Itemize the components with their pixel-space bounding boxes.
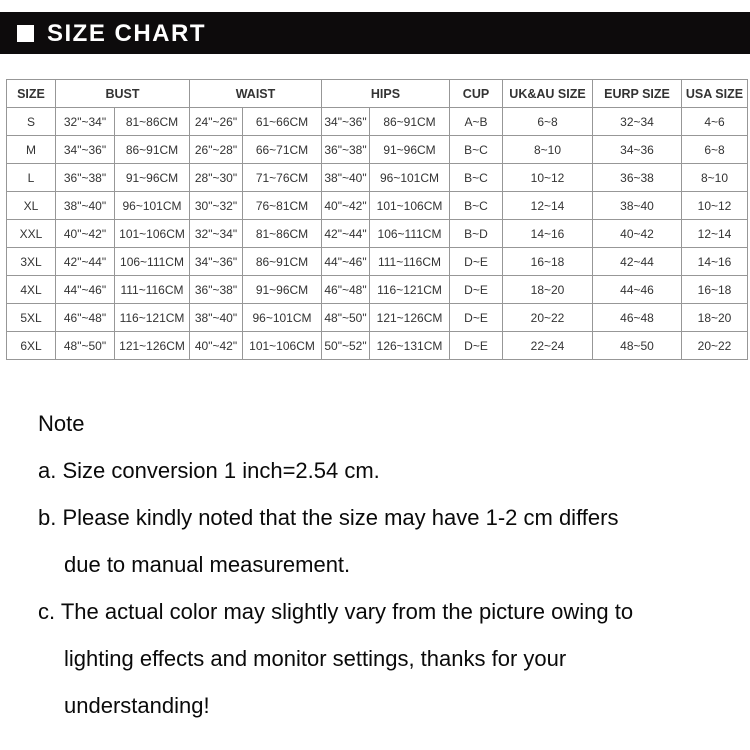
table-cell: 121~126CM — [115, 332, 190, 360]
table-cell: 22~24 — [503, 332, 593, 360]
table-cell: 42"~44" — [56, 248, 115, 276]
column-header: USA SIZE — [682, 80, 748, 108]
table-cell: 86~91CM — [370, 108, 450, 136]
table-cell: 6~8 — [682, 136, 748, 164]
table-cell: 36"~38" — [56, 164, 115, 192]
table-cell: 12~14 — [682, 220, 748, 248]
note-line: b. Please kindly noted that the size may have 1-2 cm differs — [38, 505, 619, 530]
table-cell: 28"~30" — [190, 164, 243, 192]
column-header: WAIST — [190, 80, 322, 108]
table-cell: 116~121CM — [115, 304, 190, 332]
table-cell: 46"~48" — [56, 304, 115, 332]
table-cell: D~E — [450, 248, 503, 276]
note-line: lighting effects and monitor settings, thanks for your — [64, 646, 567, 671]
table-cell: 42~44 — [593, 248, 682, 276]
table-cell: 76~81CM — [243, 192, 322, 220]
page-title: SIZE CHART — [47, 19, 206, 47]
table-cell: 46~48 — [593, 304, 682, 332]
table-cell: 42"~44" — [322, 220, 370, 248]
table-cell: 36"~38" — [190, 276, 243, 304]
table-cell: 61~66CM — [243, 108, 322, 136]
table-cell: XXL — [7, 220, 56, 248]
table-cell: 106~111CM — [115, 248, 190, 276]
square-bullet-icon — [17, 25, 34, 42]
table-cell: 38"~40" — [56, 192, 115, 220]
table-cell: 34"~36" — [56, 136, 115, 164]
table-cell: 26"~28" — [190, 136, 243, 164]
table-cell: 91~96CM — [115, 164, 190, 192]
table-cell: 32"~34" — [190, 220, 243, 248]
table-cell: 44"~46" — [322, 248, 370, 276]
table-cell: 86~91CM — [115, 136, 190, 164]
table-cell: A~B — [450, 108, 503, 136]
table-cell: 14~16 — [503, 220, 593, 248]
size-row-XXL — [7, 220, 748, 248]
table-cell: 32"~34" — [56, 108, 115, 136]
table-cell: 81~86CM — [115, 108, 190, 136]
notes-section — [38, 400, 750, 729]
table-cell: 30"~32" — [190, 192, 243, 220]
table-cell: 8~10 — [682, 164, 748, 192]
table-header-row — [7, 80, 748, 108]
table-cell: 38"~40" — [190, 304, 243, 332]
table-cell: 48"~50" — [322, 304, 370, 332]
table-cell: 32~34 — [593, 108, 682, 136]
table-cell: 16~18 — [682, 276, 748, 304]
size-row-M — [7, 136, 748, 164]
table-cell: 40~42 — [593, 220, 682, 248]
table-cell: 116~121CM — [370, 276, 450, 304]
column-header: EURP SIZE — [593, 80, 682, 108]
note-line: a. Size conversion 1 inch=2.54 cm. — [38, 458, 380, 483]
table-cell: 40"~42" — [56, 220, 115, 248]
table-cell: L — [7, 164, 56, 192]
table-cell: 46"~48" — [322, 276, 370, 304]
table-cell: 44"~46" — [56, 276, 115, 304]
table-cell: 101~106CM — [370, 192, 450, 220]
table-cell: 96~101CM — [370, 164, 450, 192]
table-cell: 111~116CM — [370, 248, 450, 276]
size-row-3XL — [7, 248, 748, 276]
table-cell: 36"~38" — [322, 136, 370, 164]
table-cell: 34"~36" — [322, 108, 370, 136]
table-cell: 86~91CM — [243, 248, 322, 276]
table-cell: 106~111CM — [370, 220, 450, 248]
table-cell: B~C — [450, 192, 503, 220]
table-cell: B~C — [450, 164, 503, 192]
table-cell: B~C — [450, 136, 503, 164]
table-cell: 20~22 — [503, 304, 593, 332]
table-cell: D~E — [450, 332, 503, 360]
table-cell: 96~101CM — [115, 192, 190, 220]
table-cell: M — [7, 136, 56, 164]
size-row-L — [7, 164, 748, 192]
table-cell: 91~96CM — [243, 276, 322, 304]
table-cell: 4XL — [7, 276, 56, 304]
table-cell: 10~12 — [682, 192, 748, 220]
table-cell: 66~71CM — [243, 136, 322, 164]
table-cell: 4~6 — [682, 108, 748, 136]
table-cell: 18~20 — [682, 304, 748, 332]
table-cell: 34~36 — [593, 136, 682, 164]
note-line: understanding! — [64, 693, 210, 718]
table-cell: 6~8 — [503, 108, 593, 136]
note-line: c. The actual color may slightly vary from the picture owing to — [38, 599, 634, 624]
table-cell: 24"~26" — [190, 108, 243, 136]
table-cell: 38~40 — [593, 192, 682, 220]
table-cell: 121~126CM — [370, 304, 450, 332]
table-cell: 12~14 — [503, 192, 593, 220]
table-cell: 101~106CM — [243, 332, 322, 360]
table-cell: 16~18 — [503, 248, 593, 276]
notes-heading: Note — [38, 411, 85, 436]
table-cell: 40"~42" — [322, 192, 370, 220]
size-row-5XL — [7, 304, 748, 332]
table-cell: 5XL — [7, 304, 56, 332]
table-cell: 44~46 — [593, 276, 682, 304]
table-cell: 38"~40" — [322, 164, 370, 192]
table-cell: 8~10 — [503, 136, 593, 164]
size-row-4XL — [7, 276, 748, 304]
size-row-6XL — [7, 332, 748, 360]
table-cell: 48~50 — [593, 332, 682, 360]
table-cell: XL — [7, 192, 56, 220]
table-cell: 111~116CM — [115, 276, 190, 304]
column-header: UK&AU SIZE — [503, 80, 593, 108]
table-cell: 40"~42" — [190, 332, 243, 360]
table-cell: 71~76CM — [243, 164, 322, 192]
table-cell: D~E — [450, 276, 503, 304]
table-cell: 18~20 — [503, 276, 593, 304]
table-cell: 48"~50" — [56, 332, 115, 360]
table-cell: 34"~36" — [190, 248, 243, 276]
table-cell: 91~96CM — [370, 136, 450, 164]
table-cell: 20~22 — [682, 332, 748, 360]
table-cell: 36~38 — [593, 164, 682, 192]
size-row-S — [7, 108, 748, 136]
table-cell: 6XL — [7, 332, 56, 360]
column-header: BUST — [56, 80, 190, 108]
table-cell: 96~101CM — [243, 304, 322, 332]
table-cell: 10~12 — [503, 164, 593, 192]
title-bar — [0, 12, 750, 54]
table-cell: D~E — [450, 304, 503, 332]
size-chart-table — [6, 79, 748, 360]
column-header: CUP — [450, 80, 503, 108]
table-cell: 3XL — [7, 248, 56, 276]
column-header: HIPS — [322, 80, 450, 108]
table-cell: S — [7, 108, 56, 136]
table-cell: 50"~52" — [322, 332, 370, 360]
column-header: SIZE — [7, 80, 56, 108]
table-cell: 126~131CM — [370, 332, 450, 360]
table-cell: 81~86CM — [243, 220, 322, 248]
size-row-XL — [7, 192, 748, 220]
table-cell: 14~16 — [682, 248, 748, 276]
table-cell: B~D — [450, 220, 503, 248]
note-line: due to manual measurement. — [64, 552, 351, 577]
table-cell: 101~106CM — [115, 220, 190, 248]
